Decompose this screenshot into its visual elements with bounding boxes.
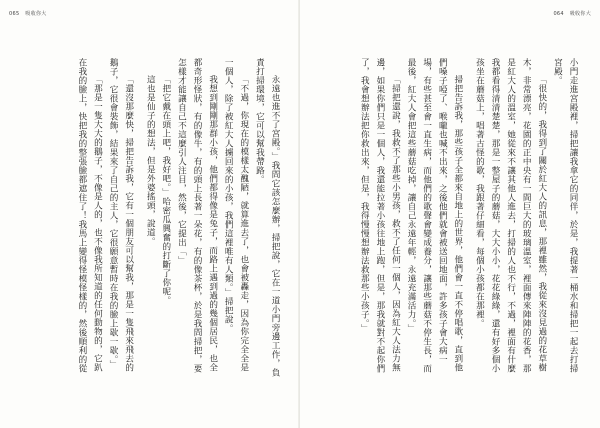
- left-page-number: 065: [9, 11, 20, 17]
- paragraph: 「掃把還說，我救不了那些小男孩，救不了任何一個人，因為紅大人法力無邊，如果你們只是一個人，我還能拉著小孩往地上跑，但是，那我就對不起你們了，我會想辦法把你救出來，但是，我得慢慢想辦法救那些小孩子。」: [359, 58, 401, 373]
- paragraph: 掃把告訴我，那些孩子全都來自地上的世界，他們會一直不停唱歌，直到他們嗓子啞了、喉嚨也喊不出來，之後他們就會被送回地面，許多孩子會大病一場，有些甚至會一直生病，而他們的歌聲會變成養分，讓那些蘑菇不停生長，而最後，紅大人會把這些蘑菇吃掉，讓自己永遠年輕，永遠充滿活力。」: [406, 58, 463, 373]
- paragraph: 「那是一隻大大的鵝子，不像是人的，也不像我所知道的任何動物的，它趴在我的臉上，快把我的整張臉都遮住了！我馬上變得怪模怪樣的，然後順利的從: [76, 58, 103, 373]
- paragraph: 「不過，你現在的模樣太醜陋，就算進去了，也會被轟走，因為你完全全是一個人，除了被紅大人擄回來的小孩，我們這裡唯有人類。」掃把說。: [223, 58, 249, 373]
- paragraph: 小門走進宮殿裡，掃把讓我拿它的同伴，於是，我提著一桶水和掃把一起去打掃宮殿。: [552, 58, 578, 373]
- right-page-number: 064: [553, 11, 564, 17]
- right-page-body: [318, 58, 580, 378]
- paragraph: 「把它戴在頭上吧，我好吧。」哈密瓜興奮的打斷了你呢。: [160, 75, 171, 305]
- paragraph: 永遠也進不了宮殿。」我問它該怎麼辦，掃把說，它在一道小門旁邊工作，負責打掃環境，它可以幫我帶路。: [254, 58, 280, 377]
- paragraph: 「很快的，我得到了關於紅大人的訊息，那裡雖然，我從來沒見過的花草樹木，非常漂亮，花園的正中央有一間巨大的玻璃溫室，裡面傳來陣陣的花香，那是紅大人的溫室，她從來不讓其他人進去，打掃的人也不行，不過，裡面有什麼我都看得清清楚楚，那是一整屋子的蘑菇，大大小小，花花綠綠，還有好多個小孩坐在蘑菇上，唱著古怪的歌，我跟著仔細看，每個小孩都在那裡。: [474, 58, 547, 373]
- left-page-header: [9, 10, 47, 17]
- paragraph: 這也是仙子的想法，但是外婆搖頭，說道。: [145, 75, 156, 247]
- paragraph: 我想到剛剛那群小孩，他們都得像是兔子，而路上遇到過的幾個居民，也全都奇形怪狀，有的像牛，有的頭上長著一朵花，有的像茶杯，於是我問掃把，要怎樣才能讓自己不這麼引人注目，然後，它提出「」: [176, 58, 218, 373]
- right-page: [300, 0, 600, 428]
- paragraph: 「還沒那麼快，掃把告訴我，它有一個朋友可以幫我，那是一隻飛來飛去的鵝子，它很會裝飾，結果來了自己的主人，它很願意暫時在我的臉上歇一歇。」: [108, 58, 134, 373]
- left-running-title: 吸收你大: [25, 11, 47, 17]
- right-running-title: 吸收你大: [569, 11, 591, 17]
- right-page-header: [553, 10, 591, 17]
- left-page-body: [12, 58, 282, 378]
